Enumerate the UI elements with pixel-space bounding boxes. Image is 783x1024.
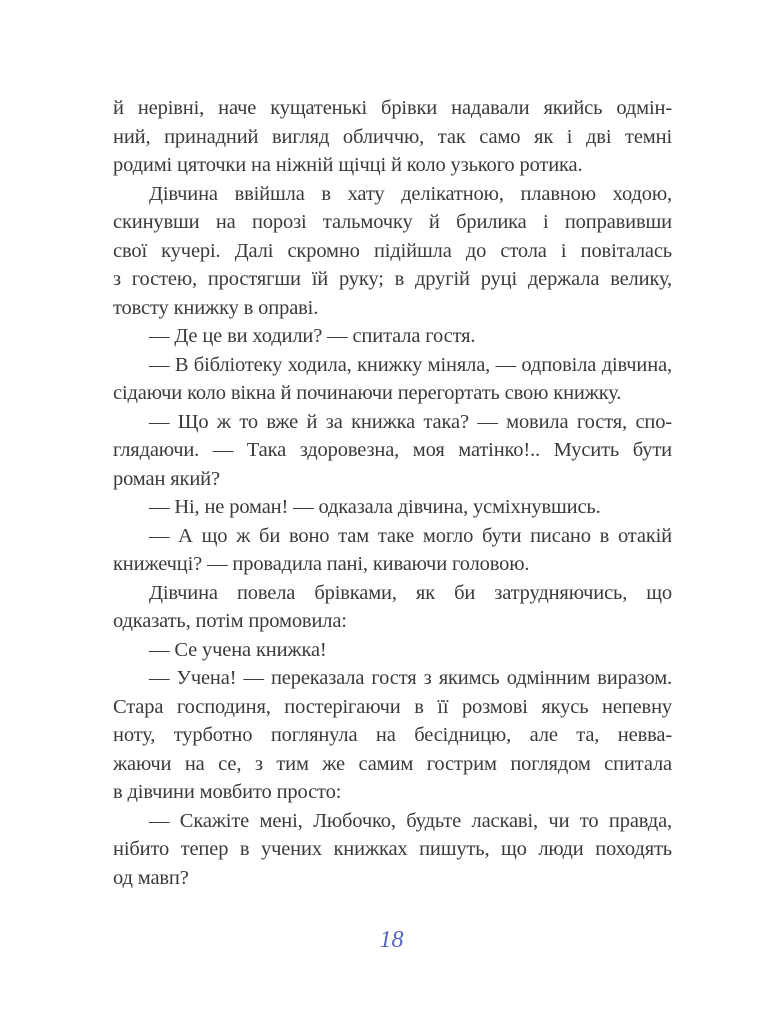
text-line: в дівчини мовбито просто:: [113, 781, 342, 803]
text-line: Дівчина повела брівками, як би затрудняючись, що: [149, 581, 672, 604]
text-line: роман який?: [113, 467, 220, 490]
text-line: глядаючи. — Така здоровезна, моя матінко!.. Мусить бути: [113, 439, 672, 461]
page-text-block: [113, 94, 672, 892]
text-line: книжечці? — провадила пані, киваючи головою.: [113, 553, 530, 575]
text-line: нібито тепер в учених книжках пишуть, що люди походять: [113, 838, 672, 860]
page-number: 18: [379, 927, 404, 953]
text-line: свої кучері. Далі скромно підійшла до стола і повіталась: [113, 239, 672, 262]
text-line: — Де це ви ходили? — спитала гостя.: [149, 325, 476, 347]
text-line: — Учена! — переказала гостя з якимсь одмінним виразом.: [149, 667, 672, 689]
text-line: — А що ж би воно там таке могло бути писано в отакій: [149, 524, 672, 547]
text-line: од мавп?: [113, 866, 189, 889]
text-line: ний, принадний вигляд обличчю, так само як і дві темні: [113, 125, 672, 148]
text-line: з гостею, простягши їй руку; в другій руці держала велику,: [113, 268, 672, 290]
text-line: сідаючи коло вікна й починаючи перегортать свою книжку.: [113, 382, 622, 404]
text-line: — Ні, не роман! — одказала дівчина, усміхнувшись.: [149, 496, 601, 518]
text-line: родимі цяточки на ніжній щічці й коло узького ротика.: [113, 154, 583, 176]
text-line: товсту книжку в оправі.: [113, 296, 319, 319]
text-line: — В бібліотеку ходила, книжку міняла, — одповіла дівчина,: [149, 353, 672, 376]
text-line: — Скажіте мені, Любочко, будьте ласкаві, чи то правда,: [149, 809, 672, 832]
text-line: ноту, турботно поглянула на бесідницю, але та, невва-: [113, 724, 672, 746]
text-line: — Що ж то вже й за книжка така? — мовила гостя, спо-: [149, 410, 672, 433]
text-line: — Се учена книжка!: [149, 638, 327, 661]
text-line: жаючи на се, з тим же самим гострим поглядом спитала: [113, 752, 672, 775]
text-line: одказать, потім промовила:: [113, 610, 347, 632]
text-line: скинувши на порозі тальмочку й брилика і поправивши: [113, 211, 672, 233]
text-line: Стара господиня, постерігаючи в її розмові якусь непевну: [113, 695, 672, 718]
text-line: Дівчина ввійшла в хату делікатною, плавною ходою,: [149, 182, 672, 205]
text-line: й нерівні, наче кущатенькі брівки надавали якийсь одмін-: [113, 97, 672, 119]
